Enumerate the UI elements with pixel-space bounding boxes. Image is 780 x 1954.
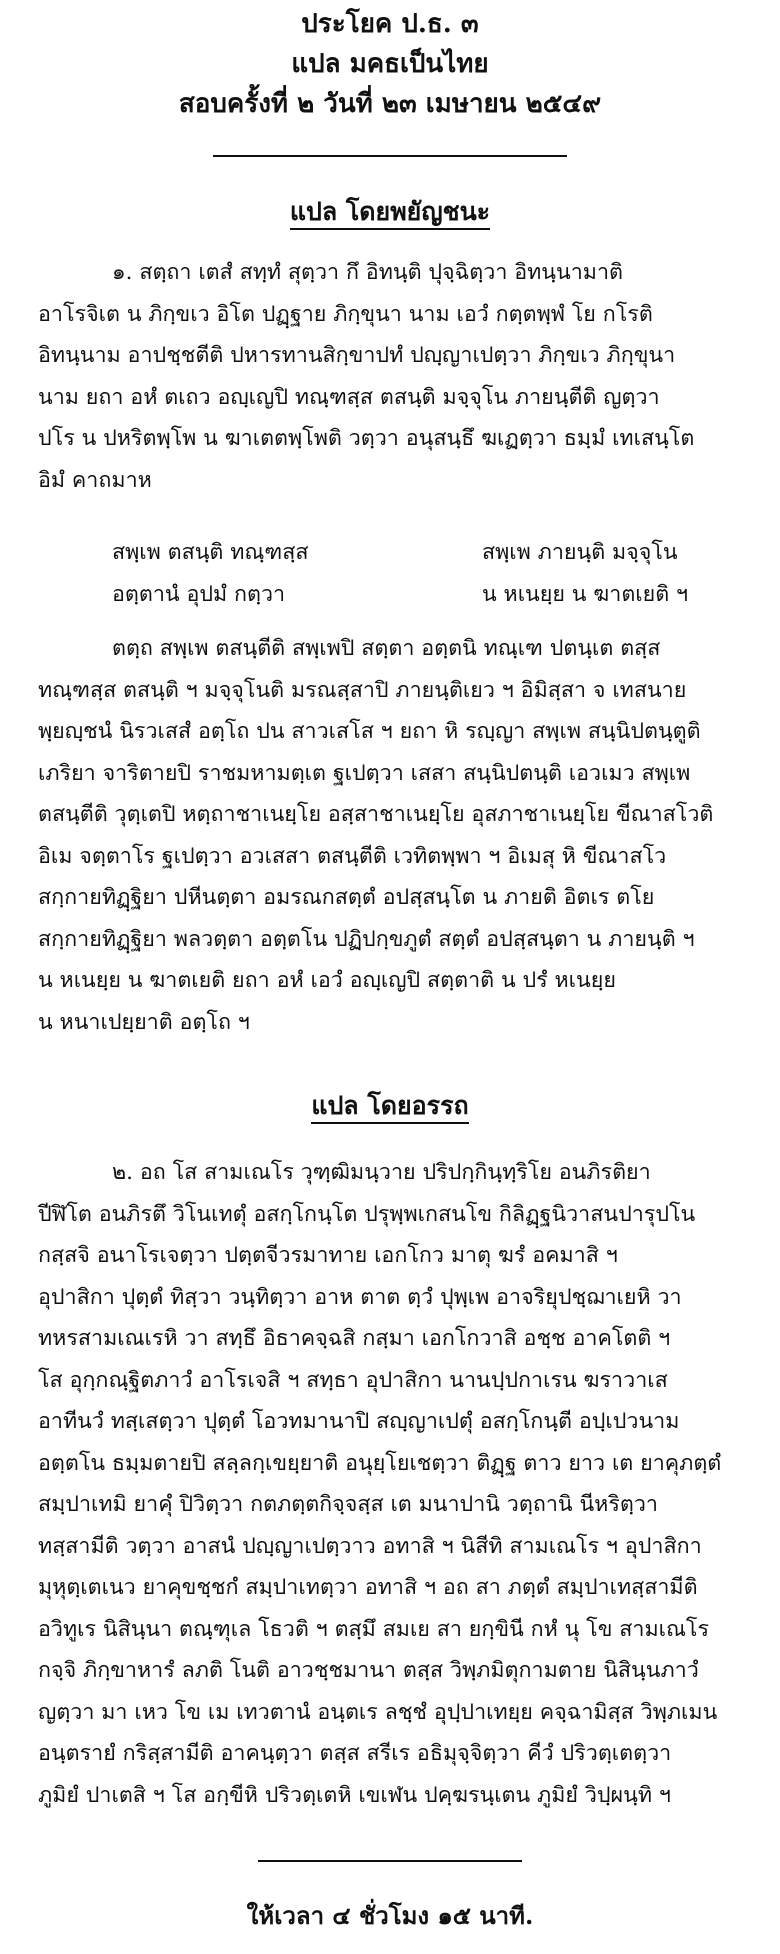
text-line: นาม ยถา อหํ ตเถว อญฺเญปิ ทณฺฑสฺส ตสนฺติ มจฺจุโน ภายนฺตีติ ญตฺวา	[38, 384, 660, 410]
footer-divider	[258, 1860, 522, 1862]
text-line: พฺยญฺชนํ นิรวเสสํ อตฺโถ ปน สาวเสโส ฯ ยถา หิ รญฺญา สพฺเพ สนฺนิปตนฺตูติ	[38, 719, 701, 744]
section2-para	[0, 1152, 780, 1816]
verse-half-a: สพฺเพ ตสนฺติ ทณฺฑสฺส	[112, 540, 309, 565]
text-line: อุปาสิกา ปุตฺตํ ทิสฺวา วนฺทิตฺวา อาห ตาต ตฺวํ ปุพฺเพ อาจริยุปชฺฌาเยหิ วา	[38, 1284, 682, 1310]
text-line: สกฺกายทิฏฺฐิยา พลวตฺตา อตฺตโน ปฏิปกฺขภูตํ สตฺตํ อปสฺสนฺตา น ภายนฺติ ฯ	[38, 926, 695, 952]
text-line: น หเนยฺย น ฆาตเยติ ยถา อหํ เอวํ อญฺเญปิ สตฺตาติ น ปรํ หเนยฺย	[38, 968, 616, 993]
text-line: ปโร น ปหริตพฺโพ น ฆาเตตพฺโพติ วตฺวา อนุสนฺธึ ฆเฏตฺวา ธมฺมํ เทเสนฺโต	[38, 426, 695, 451]
text-line: ญตฺวา มา เหว โข เม เทวตานํ อนฺตเร ลชฺชํ อุปฺปาเทยฺย คจฺฉามิสฺส วิพฺภเมน	[38, 1699, 718, 1725]
text-line: ทณฺฑสฺส ตสนฺติ ฯ มจฺจุโนติ มรณสฺสาปิ ภายนฺติเยว ฯ อิมิสฺสา จ เทสนาย	[38, 677, 687, 703]
text-line: น หนาเปยฺยาติ อตฺโถ ฯ	[38, 1009, 250, 1035]
text-line: ทสฺสามีติ วตฺวา อาสนํ ปญฺญาเปตฺวาว อทาสิ ฯ นิสีทิ สามเณโร ฯ อุปาสิกา	[38, 1533, 702, 1559]
text-line: ปีฬิโต อนภิรตึ วิโนเทตุํ อสกฺโกนฺโต ปรุพฺพเกสนโข กิลิฏฺฐนิวาสนปารุปโน	[38, 1201, 696, 1227]
verse-half-b: สพฺเพ ภายนฺติ มจฺจุโน	[482, 540, 678, 565]
verse-half-a: อตฺตานํ อุปมํ กตฺวา	[112, 581, 286, 607]
text-line: ๒. อถ โส สามเณโร วุฑฺฒิมนฺวาย ปริปกฺกินฺทฺริโย อนภิรติยา	[112, 1160, 651, 1185]
header-divider	[213, 155, 567, 157]
text-line: อิมํ คาถมาห	[38, 467, 152, 493]
section1-para2	[0, 628, 780, 1043]
text-line: กจฺจิ ภิกฺขาหารํ ลภติ โนติ อาวชฺชมานา ตสฺส วิพฺภมิตุกามตาย นิสินฺนภาวํ	[38, 1658, 699, 1683]
text-line: ตตฺถ สพฺเพ ตสนฺตีติ สพฺเพปิ สตฺตา อตฺตนิ ทณฺเฑ ปตนฺเต ตสฺส	[112, 636, 661, 661]
text-line: ภูมิยํ ปาเตสิ ฯ โส อกฺขีหิ ปริวตฺเตหิ เขเฬน ปคฺฆรนฺเตน ภูมิยํ วิปฺผนฺทิ ฯ	[38, 1782, 671, 1808]
exam-header	[0, 4, 780, 124]
text-line: อาทีนวํ ทสฺเสตฺวา ปุตฺตํ โอวทมานาปิ สญฺญาเปตุํ อสกฺโกนฺตี อปฺเปวนาม	[38, 1409, 680, 1434]
text-line: กสฺสจิ อนาโรเจตฺวา ปตฺตจีวรมาทาย เอกโกว มาตุ ฆรํ อคมาสิ ฯ	[38, 1243, 618, 1268]
verse-half-b: น หเนยฺย น ฆาตเยติ ฯ	[482, 581, 689, 607]
text-line: โส อุกฺกณฺฐิตภาวํ อาโรเจสิ ฯ สทฺธา อุปาสิกา นานปฺปกาเรน ฆราวาเส	[38, 1367, 668, 1393]
text-line: อิเม จตฺตาโร ฐเปตฺวา อวเสสา ตสนฺตีติ เวทิตพฺพา ฯ อิเมสุ หิ ขีณาสโว	[38, 843, 667, 869]
section-title-meaning: แปล โดยอรรถ	[0, 1086, 780, 1126]
exam-subject: แปล มคธเป็นไทย	[291, 49, 489, 79]
text-line: อาโรจิเต น ภิกฺขเว อิโต ปฏฺฐาย ภิกฺขุนา นาม เอวํ กตฺตพฺพํ โย กโรติ	[38, 301, 653, 327]
text-line: ๑. สตฺถา เตสํ สทฺทํ สุตฺวา กึ อิทนฺติ ปุจฺฉิตฺวา อิทนฺนามาติ	[112, 260, 623, 285]
text-line: ตสนฺตีติ วุตฺเตปิ หตฺถาชาเนยฺโย อสฺสาชาเนยฺโย อุสภาชาเนยฺโย ขีณาสโวติ	[38, 802, 714, 827]
text-line: อนฺตรายํ กริสฺสามีติ อาคนฺตฺวา ตสฺส สรีเร อธิมุจฺจิตฺวา คีวํ ปริวตฺเตตฺวา	[38, 1741, 672, 1766]
text-line: อตฺตโน ธมฺมตายปิ สลฺลกฺเขยฺยาติ อนุยฺโยเชตฺวา ติฏฺฐ ตาว ยาว เต ยาคุภตฺตํ	[38, 1450, 722, 1476]
exam-date: สอบครั้งที่ ๒ วันที่ ๒๓ เมษายน ๒๕๔๙	[178, 89, 602, 119]
text-line: อิทนฺนาม อาปชฺชตีติ ปหารทานสิกฺขาปทํ ปญฺญาเปตฺวา ภิกฺขเว ภิกฺขุนา	[38, 343, 676, 368]
text-line: อวิทูเร นิสินฺนา ตณฺฑุเล โธวติ ฯ ตสฺมึ สมเย สา ยกฺขินี กหํ นุ โข สามเณโร	[38, 1616, 710, 1642]
verse-line	[0, 574, 780, 616]
text-line: เภริยา จาริตายปิ ราชมหามตฺเต ฐเปตฺวา เสสา สนฺนิปตนฺติ เอวเมว สพฺเพ	[38, 760, 691, 786]
section1-para1	[0, 252, 780, 501]
verse-block	[0, 532, 780, 615]
text-line: สมฺปาเทมิ ยาคุํ ปิวิตฺวา กตภตฺตกิจฺจสฺส เต มนาปานิ วตฺถานิ นีหริตฺวา	[38, 1492, 658, 1517]
verse-line	[0, 532, 780, 574]
text-line: ทหรสามเณเรหิ วา สทฺธึ อิธาคจฺฉสิ กสฺมา เอกโกวาสิ อชฺช อาคโตติ ฯ	[38, 1326, 671, 1351]
exam-level: ประโยค ป.ธ. ๓	[301, 9, 479, 39]
text-line: สกฺกายทิฏฺฐิยา ปหีนตฺตา อมรณกสตฺตํ อปสฺสนฺโต น ภายติ อิตเร ตโย	[38, 885, 655, 910]
time-allowed-note: ให้เวลา ๔ ชั่วโมง ๑๕ นาที.	[246, 1901, 534, 1930]
section-title-literal: แปล โดยพยัญชนะ	[0, 192, 780, 232]
text-line: มุหุตฺเตเนว ยาคุขชฺชกํ สมฺปาเทตฺวา อทาสิ ฯ อถ สา ภตฺตํ สมฺปาเทสฺสามีติ	[38, 1575, 698, 1600]
